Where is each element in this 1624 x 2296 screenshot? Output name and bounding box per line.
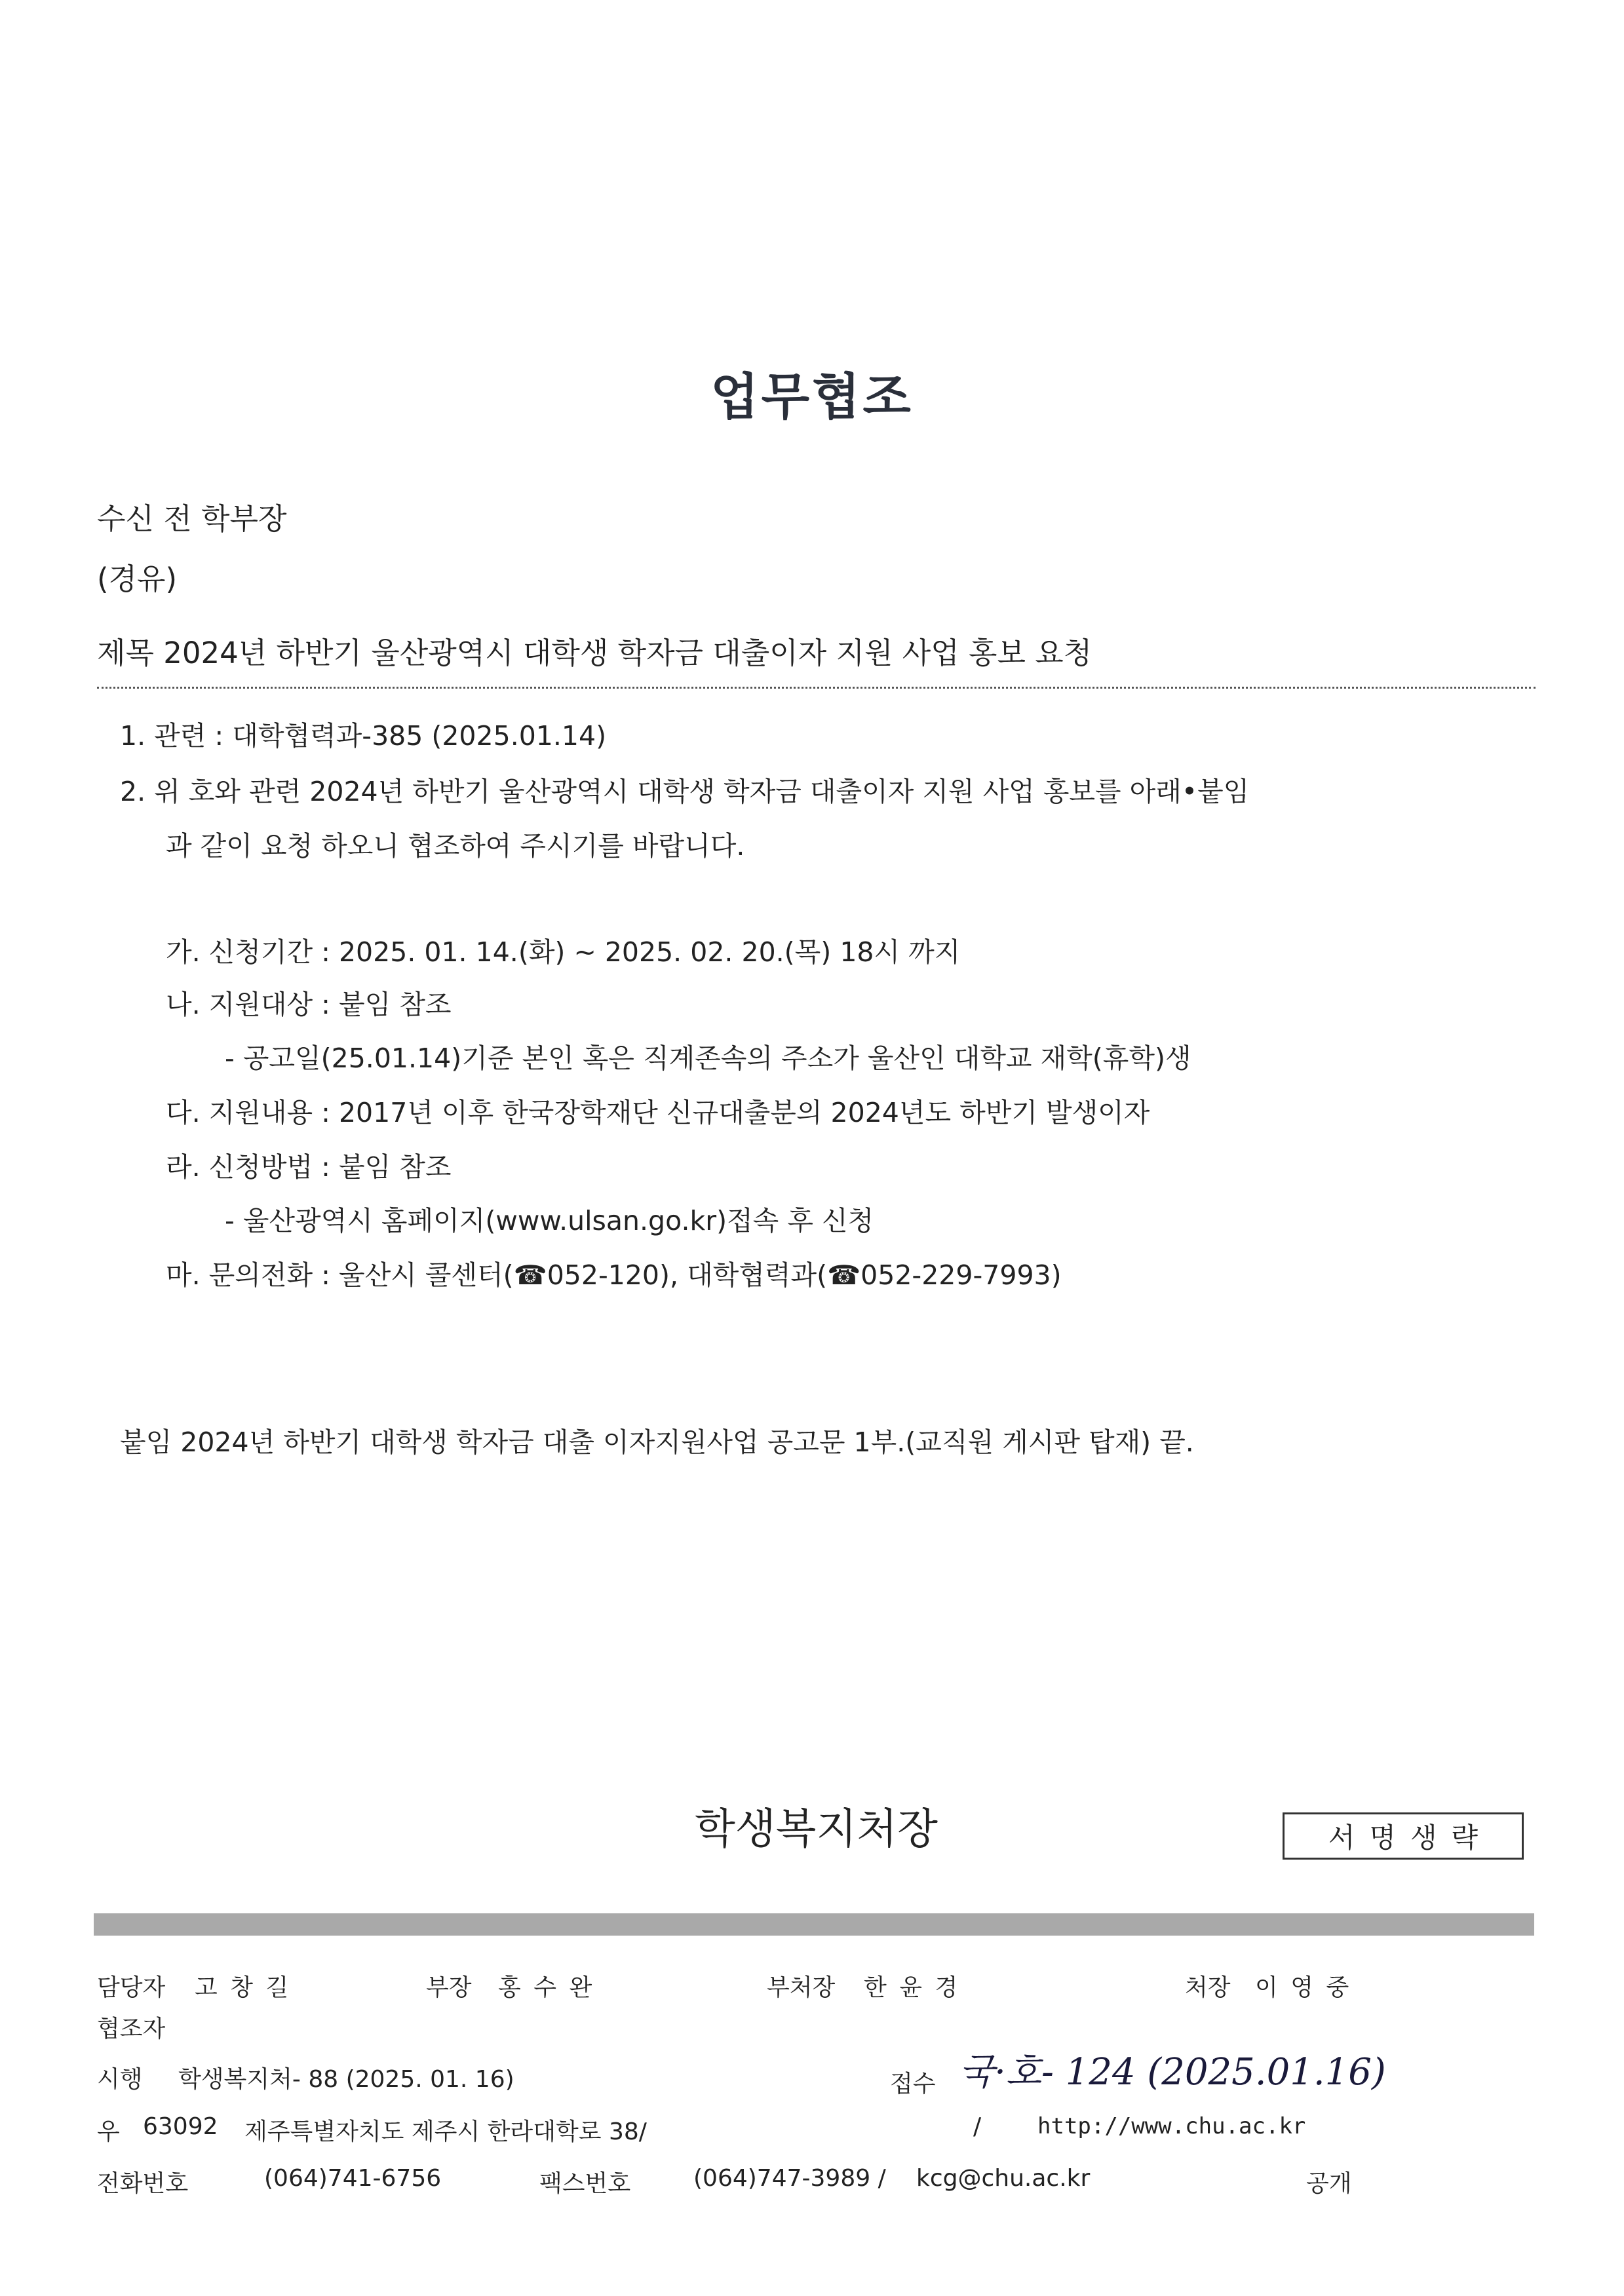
address: 제주특별자치도 제주시 한라대학로 38/ <box>244 2118 647 2145</box>
detail-ma: 마. 문의전화 : 울산시 콜센터(☎052-120), 대학협력과(☎052-229-7993) <box>166 1259 1062 1291</box>
fax-label: 팩스번호 <box>539 2170 631 2197</box>
detail-da: 다. 지원내용 : 2017년 이후 한국장학재단 신규대출분의 2024년도 하반기 발생이자 <box>166 1097 1150 1128</box>
phone-label: 전화번호 <box>97 2170 189 2197</box>
receipt-label: 접수 <box>890 2071 936 2097</box>
staff-name-1: 고 창 길 <box>195 1974 292 2001</box>
detail-na-sub: - 공고일(25.01.14)기준 본인 혹은 직계존속의 주소가 울산인 대학교 재학(휴학)생 <box>225 1043 1191 1074</box>
detail-ra-sub: - 울산광역시 홈페이지(www.ulsan.go.kr)접속 후 신청 <box>225 1205 874 1236</box>
postal-label: 우 <box>97 2118 120 2145</box>
sender-title: 학생복지처장 <box>695 1805 938 1854</box>
staff-name-4: 이 영 중 <box>1255 1974 1352 2001</box>
detail-na: 나. 지원대상 : 붙임 참조 <box>166 989 452 1020</box>
staff-role-2: 부장 <box>426 1974 472 2001</box>
body-item-2-line-2: 과 같이 요청 하오니 협조하여 주시기를 바랍니다. <box>166 830 745 862</box>
fax-number: (064)747-3989 / <box>693 2165 886 2192</box>
address-slash: / <box>973 2113 982 2140</box>
signature-omitted-box: 서명생략 <box>1283 1812 1524 1860</box>
detail-ra: 라. 신청방법 : 붙임 참조 <box>166 1151 452 1183</box>
cooperator-label: 협조자 <box>97 2016 166 2042</box>
attachment-line: 붙임 2024년 하반기 대학생 학자금 대출 이자지원사업 공고문 1부.(교직원 게시판 탑재) 끝. <box>120 1426 1194 1458</box>
subject-divider <box>97 687 1536 689</box>
email-link[interactable]: kcg@chu.ac.kr <box>916 2165 1091 2192</box>
staff-name-2: 홍 수 완 <box>498 1974 595 2001</box>
subject-line: 제목 2024년 하반기 울산광역시 대학생 학자금 대출이자 지원 사업 홍보 요청 <box>97 636 1092 670</box>
homepage-link[interactable]: http://www.chu.ac.kr <box>1037 2113 1306 2139</box>
via-line: (경유) <box>97 562 178 596</box>
enforce-label: 시행 <box>97 2066 143 2093</box>
footer-divider-bar <box>94 1913 1534 1936</box>
recipient-line: 수신 전 학부장 <box>97 501 287 536</box>
body-item-2-line-1: 2. 위 호와 관련 2024년 하반기 울산광역시 대학생 학자금 대출이자 지원 사업 홍보를 아래•붙임 <box>120 776 1250 807</box>
staff-role-4: 처장 <box>1185 1974 1231 2001</box>
phone-number: (064)741-6756 <box>264 2165 442 2192</box>
postal-code: 63092 <box>143 2113 218 2140</box>
staff-role-1: 담당자 <box>97 1974 166 2001</box>
staff-name-3: 한 윤 경 <box>864 1974 961 2001</box>
staff-role-3: 부처장 <box>767 1974 836 2001</box>
document-title: 업무협조 <box>710 368 914 426</box>
disclosure-status: 공개 <box>1306 2170 1352 2197</box>
receipt-handwritten-number: 국·호- 124 (2025.01.16) <box>959 2051 1386 2094</box>
body-item-1: 1. 관련 : 대학협력과-385 (2025.01.14) <box>120 720 607 752</box>
enforce-value: 학생복지처- 88 (2025. 01. 16) <box>178 2066 514 2093</box>
detail-ga: 가. 신청기간 : 2025. 01. 14.(화) ~ 2025. 02. 20.(목) 18시 까지 <box>166 936 961 968</box>
